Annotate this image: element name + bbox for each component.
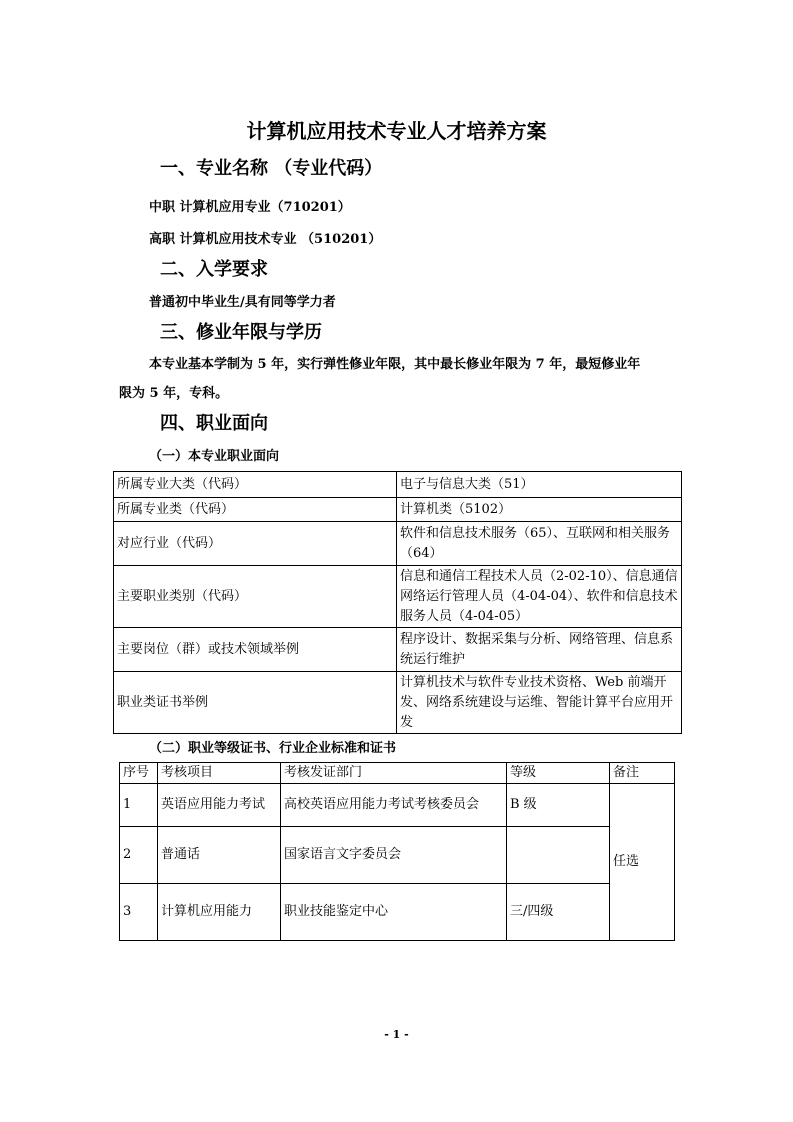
secondary-program: 中职 计算机应用专业（710201） [149, 200, 351, 215]
row-level: B 级 [507, 784, 610, 827]
row-value: 软件和信息技术服务（65）、互联网和相关服务（64） [397, 522, 682, 566]
document-title: 计算机应用技术专业人才培养方案 [246, 119, 547, 143]
row-no: 1 [120, 784, 158, 827]
row-label: 职业类证书举例 [114, 672, 397, 734]
row-label: 所属专业类（代码） [114, 498, 397, 522]
row-value: 信息和通信工程技术人员（2-02-10）、信息通信网络运行管理人员（4-04-04）、软件和信息技术服务人员（4-04-05） [397, 566, 682, 628]
row-value: 程序设计、数据采集与分析、网络管理、信息系统运行维护 [397, 628, 682, 672]
table-row [120, 884, 675, 941]
header-item: 考核项目 [158, 763, 281, 784]
header-note: 备注 [610, 763, 675, 784]
row-note: 任选 [610, 784, 675, 941]
table-row [114, 498, 682, 522]
row-level: 三/四级 [507, 884, 610, 941]
certificate-table [119, 762, 675, 941]
row-value: 计算机类（5102） [397, 498, 682, 522]
duration-text-line1: 本专业基本学制为 5 年，实行弹性修业年限，其中最长修业年限为 7 年，最短修业年 [149, 357, 641, 372]
table-row [120, 827, 675, 884]
row-dept: 高校英语应用能力考试考核委员会 [281, 784, 507, 827]
row-dept: 国家语言文字委员会 [281, 827, 507, 884]
row-value: 计算机技术与软件专业技术资格、Web 前端开发、网络系统建设与运维、智能计算平台应用开发 [397, 672, 682, 734]
row-label: 主要职业类别（代码） [114, 566, 397, 628]
row-label: 所属专业大类（代码） [114, 472, 397, 498]
row-no: 2 [120, 827, 158, 884]
table-header-row [120, 763, 675, 784]
row-no: 3 [120, 884, 158, 941]
section-heading-1: 一、专业名称 （专业代码） [160, 158, 383, 179]
section-heading-4: 四、职业面向 [160, 413, 268, 434]
table-row [114, 672, 682, 734]
row-item: 计算机应用能力 [158, 884, 281, 941]
section-heading-2: 二、入学要求 [160, 259, 268, 280]
row-label: 主要岗位（群）或技术领域举例 [114, 628, 397, 672]
subsection-heading-career: （一）本专业职业面向 [149, 449, 280, 464]
table-row [114, 522, 682, 566]
section-heading-3: 三、修业年限与学历 [160, 322, 322, 343]
row-dept: 职业技能鉴定中心 [281, 884, 507, 941]
header-level: 等级 [507, 763, 610, 784]
career-orientation-table [113, 471, 682, 734]
table-row [114, 472, 682, 498]
header-no: 序号 [120, 763, 158, 784]
duration-text-line2: 限为 5 年，专科。 [119, 386, 229, 401]
table-row [120, 784, 675, 827]
higher-program: 高职 计算机应用技术专业 （510201） [149, 232, 382, 247]
table-row [114, 628, 682, 672]
row-label: 对应行业（代码） [114, 522, 397, 566]
row-item: 普通话 [158, 827, 281, 884]
row-item: 英语应用能力考试 [158, 784, 281, 827]
header-dept: 考核发证部门 [281, 763, 507, 784]
row-level [507, 827, 610, 884]
subsection-heading-certificates: （二）职业等级证书、行业企业标准和证书 [149, 741, 397, 756]
admission-requirement: 普通初中毕业生/具有同等学力者 [149, 295, 336, 310]
page-number: - 1 - [384, 1028, 409, 1041]
row-value: 电子与信息大类（51） [397, 472, 682, 498]
table-row [114, 566, 682, 628]
